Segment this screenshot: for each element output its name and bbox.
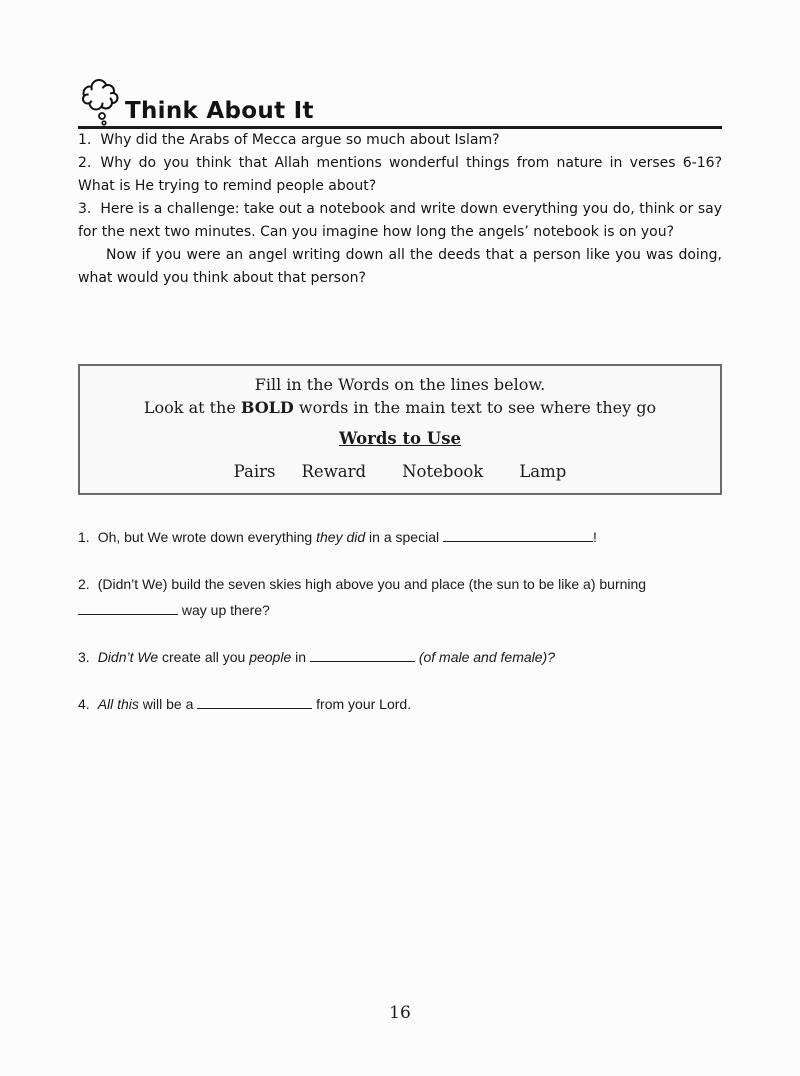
italic-text: people — [249, 649, 292, 665]
item-number: 1. — [78, 529, 90, 545]
italic-text: All this — [97, 696, 139, 712]
text-segment: in a special — [365, 529, 443, 545]
item-number: 4. — [78, 696, 90, 712]
answer-blank — [443, 528, 593, 542]
question-3 — [78, 198, 722, 244]
instruction-text: words in the main text to see where they go — [293, 398, 657, 417]
question-number: 1. — [78, 132, 92, 148]
question-text: Here is a challenge: take out a notebook and write down everything you do, think or say for the next two minutes. Can you imagine how long the angels’ notebook is on you? — [78, 201, 722, 240]
fill-in-item — [78, 524, 722, 550]
item-number: 2. — [78, 576, 90, 592]
text-segment: Oh, but We wrote down everything — [97, 529, 317, 545]
section-title: Think About It — [125, 98, 314, 124]
question-1 — [78, 129, 722, 152]
fill-in-item — [78, 644, 722, 670]
italic-text: they did — [316, 529, 366, 545]
text-segment: will be a — [138, 696, 198, 712]
word-option: Notebook — [402, 462, 484, 481]
section-header — [78, 76, 722, 129]
bold-word: BOLD — [240, 398, 294, 417]
fill-in-item — [78, 691, 722, 717]
text-segment: from your Lord. — [312, 696, 412, 712]
word-option: Lamp — [519, 462, 567, 481]
answer-blank — [197, 695, 312, 709]
item-number: 3. — [78, 649, 90, 665]
fill-in-item — [78, 571, 722, 623]
word-option: Reward — [301, 462, 367, 481]
question-3-followup: Now if you were an angel writing down all the deeds that a person like you was doing, what would you think about that person? — [78, 247, 722, 286]
question-number: 3. — [78, 201, 92, 217]
italic-text: Didn’t We — [97, 649, 159, 665]
word-bank-instruction-1: Fill in the Words on the lines below. — [254, 375, 546, 394]
question-text: Why do you think that Allah mentions wonderful things from nature in verses 6-16? What is He trying to remind people about? — [78, 155, 722, 194]
word-option: Pairs — [233, 462, 276, 481]
thought-bubble-icon — [78, 77, 122, 129]
fill-in-section — [78, 524, 722, 717]
text-segment: create all you — [158, 649, 250, 665]
word-bank-heading: Words to Use — [338, 429, 461, 448]
text-segment: (Didn’t We) build the seven skies high above you and place (the sun to be like a) burning — [97, 576, 647, 592]
answer-blank — [78, 601, 178, 615]
answer-blank — [310, 648, 415, 662]
text-segment: ! — [592, 529, 597, 545]
question-2 — [78, 152, 722, 198]
italic-text: (of male and female)? — [418, 649, 555, 665]
question-number: 2. — [78, 155, 92, 171]
text-segment: in — [291, 649, 310, 665]
word-bank-instruction-2 — [90, 396, 710, 419]
instruction-text: Look at the — [143, 398, 241, 417]
word-bank-words — [90, 461, 710, 483]
page-number: 16 — [389, 1003, 411, 1023]
word-bank-box — [78, 364, 722, 495]
text-segment: way up there? — [178, 602, 270, 618]
question-text: Why did the Arabs of Mecca argue so much about Islam? — [100, 132, 500, 148]
worksheet-page — [0, 76, 800, 717]
